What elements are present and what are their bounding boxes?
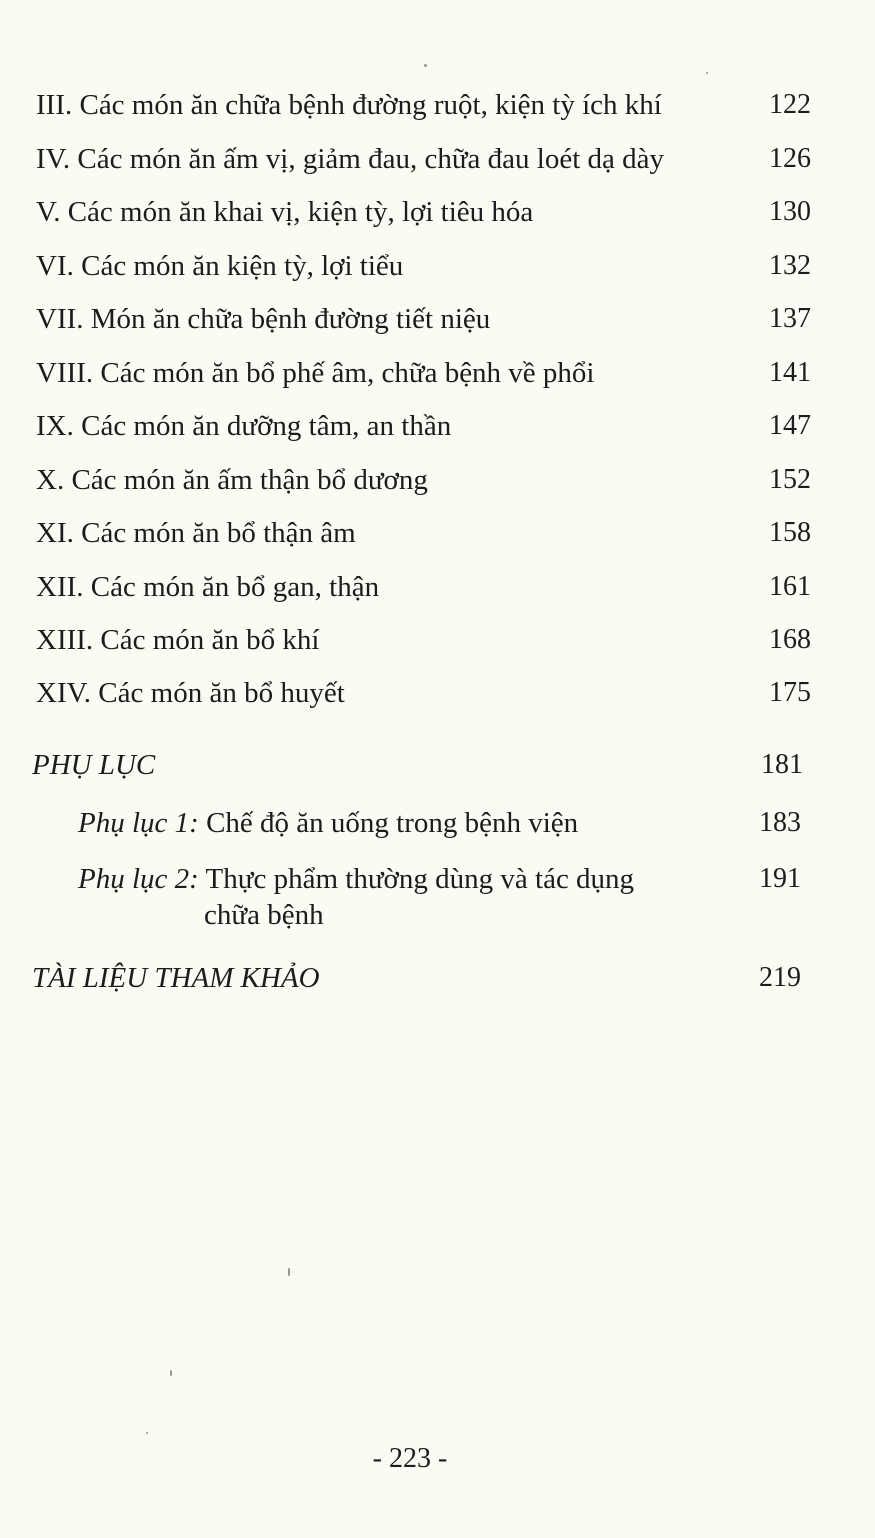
toc-entry-page: 132 — [769, 250, 811, 281]
toc-entry-title: XIV. Các món ăn bổ huyết — [36, 677, 345, 709]
toc-entry — [0, 463, 875, 507]
toc-entry-title: XI. Các món ăn bổ thận âm — [36, 517, 356, 549]
toc-entry-page: 141 — [769, 357, 811, 388]
toc-entry-page: 130 — [769, 196, 811, 227]
appendix-item-text: Thực phẩm thường dùng và tác dụng — [205, 863, 635, 895]
appendix-item — [0, 806, 875, 850]
toc-entry — [0, 195, 875, 239]
toc-entry — [0, 356, 875, 400]
toc-entry-page: 122 — [769, 89, 811, 120]
appendix-item-text: Chế độ ăn uống trong bệnh viện — [206, 807, 579, 839]
page-number: - 223 - — [372, 1443, 448, 1474]
references-title: TÀI LIỆU THAM KHẢO — [32, 962, 320, 994]
appendix-item — [0, 862, 875, 906]
appendix-item-title — [78, 862, 634, 896]
toc-entry — [0, 409, 875, 453]
appendix-item-prefix: Phụ lục 1: — [78, 807, 199, 839]
paper-speck — [146, 1432, 148, 1434]
toc-entry-title: VIII. Các món ăn bổ phế âm, chữa bệnh về phổi — [36, 357, 595, 389]
appendix-item-page: 191 — [759, 863, 801, 894]
toc-entry-page: 161 — [769, 571, 811, 602]
toc-entry-page: 137 — [769, 303, 811, 334]
toc-entry-title: XIII. Các món ăn bổ khí — [36, 624, 320, 656]
appendix-section — [0, 748, 875, 792]
appendix-item-continuation: chữa bệnh — [204, 899, 324, 931]
paper-speck — [706, 72, 708, 74]
toc-entry — [0, 302, 875, 346]
toc-entry — [0, 570, 875, 614]
toc-entry-page: 175 — [769, 677, 811, 708]
toc-entry-title: IX. Các món ăn dưỡng tâm, an thần — [36, 410, 452, 442]
paper-speck — [288, 1268, 290, 1276]
toc-entry-title: XII. Các món ăn bổ gan, thận — [36, 571, 380, 603]
toc-entry-title: VI. Các món ăn kiện tỳ, lợi tiểu — [36, 250, 404, 282]
toc-entry — [0, 249, 875, 293]
toc-entry — [0, 142, 875, 186]
paper-speck — [424, 64, 427, 67]
appendix-item-prefix: Phụ lục 2: — [78, 863, 199, 895]
paper-speck — [170, 1370, 172, 1376]
toc-entry — [0, 516, 875, 560]
appendix-page: 181 — [761, 749, 803, 780]
toc-entry-title: IV. Các món ăn ấm vị, giảm đau, chữa đau loét dạ dày — [36, 143, 665, 175]
toc-entry-page: 147 — [769, 410, 811, 441]
references-page: 219 — [759, 962, 801, 993]
toc-entry-page: 152 — [769, 464, 811, 495]
toc-entry-page: 158 — [769, 517, 811, 548]
toc-entry-title: X. Các món ăn ấm thận bổ dương — [36, 464, 428, 496]
toc-entry-page: 126 — [769, 143, 811, 174]
references-section — [0, 961, 875, 1005]
appendix-item-page: 183 — [759, 807, 801, 838]
toc-entry-title: VII. Món ăn chữa bệnh đường tiết niệu — [36, 303, 491, 335]
toc-entry-title: III. Các món ăn chữa bệnh đường ruột, kiện tỳ ích khí — [36, 89, 662, 121]
toc-entry — [0, 623, 875, 667]
toc-entry-title: V. Các món ăn khai vị, kiện tỳ, lợi tiêu hóa — [36, 196, 534, 228]
appendix-title: PHỤ LỤC — [32, 749, 156, 781]
toc-entry — [0, 676, 875, 720]
appendix-item-title — [78, 806, 578, 840]
toc-entry-page: 168 — [769, 624, 811, 655]
toc-entry — [0, 88, 875, 132]
